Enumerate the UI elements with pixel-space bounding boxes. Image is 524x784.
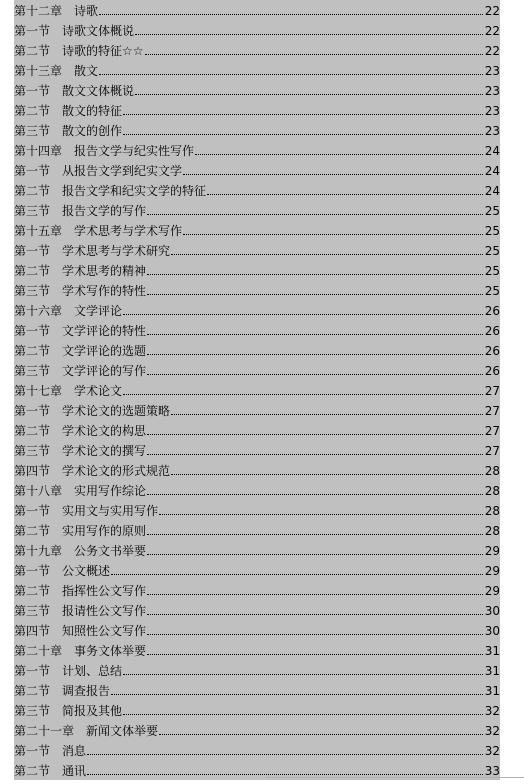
toc-entry-title: 第十二章 诗歌 [14,4,99,18]
toc-entry-page-number: 23 [484,84,500,98]
toc-dot-leader [147,614,483,615]
toc-entry-page-number: 27 [484,424,500,438]
toc-dot-leader [183,174,483,175]
toc-entry[interactable] [14,380,500,400]
toc-dot-leader [147,534,483,535]
toc-entry-title: 第一节 文学评论的特性 [14,324,147,338]
toc-entry[interactable] [14,60,500,80]
toc-dot-leader [123,394,483,395]
toc-entry-title: 第十七章 学术论文 [14,384,123,398]
toc-entry-title: 第三节 学术论文的撰写 [14,444,147,458]
toc-entry-title: 第一节 从报告文学到纪实文学 [14,164,183,178]
toc-dot-leader [123,114,483,115]
toc-entry-title: 第二节 学术论文的构思 [14,424,147,438]
toc-entry-title: 第二十一章 新闻文体举要 [14,724,159,738]
toc-dot-leader [171,254,483,255]
toc-entry-title: 第二节 指挥性公文写作 [14,584,147,598]
toc-entry[interactable] [14,340,500,360]
toc-entry-title: 第四节 学术论文的形式规范 [14,464,171,478]
toc-entry[interactable] [14,100,500,120]
toc-dot-leader [147,494,483,495]
toc-entry[interactable] [14,180,500,200]
toc-entry-title: 第二节 散文的特征 [14,104,123,118]
toc-entry-page-number: 25 [484,224,500,238]
toc-dot-leader [159,734,483,735]
toc-dot-leader [99,74,483,75]
toc-entry[interactable] [14,700,500,720]
toc-entry-title: 第三节 报告文学的写作 [14,204,147,218]
toc-entry-page-number: 25 [484,204,500,218]
toc-dot-leader [171,414,483,415]
toc-entry-page-number: 22 [484,4,500,18]
toc-entry-page-number: 28 [484,524,500,538]
toc-dot-leader [135,94,483,95]
toc-entry-page-number: 33 [484,764,500,778]
toc-dot-leader [147,294,483,295]
toc-entry[interactable] [14,120,500,140]
toc-entry-title: 第一节 公文概述 [14,564,111,578]
toc-entry-page-number: 32 [484,744,500,758]
toc-entry[interactable] [14,300,500,320]
toc-entry[interactable] [14,640,500,660]
toc-entry-page-number: 29 [484,564,500,578]
toc-entry-page-number: 26 [484,324,500,338]
toc-entry-page-number: 23 [484,104,500,118]
toc-dot-leader [123,714,483,715]
toc-entry[interactable] [14,200,500,220]
toc-entry-page-number: 27 [484,404,500,418]
toc-entry-page-number: 28 [484,464,500,478]
toc-entry-title: 第四节 知照性公文写作 [14,624,147,638]
toc-dot-leader [87,774,483,775]
toc-dot-leader [147,454,483,455]
toc-dot-leader [147,634,483,635]
toc-entry-title: 第一节 学术论文的选题策略 [14,404,171,418]
toc-entry[interactable] [14,480,500,500]
toc-entry[interactable] [14,240,500,260]
toc-entry-title: 第二十章 事务文体举要 [14,644,147,658]
toc-entry-page-number: 23 [484,64,500,78]
toc-entry-title: 第一节 实用文与实用写作 [14,504,159,518]
toc-dot-leader [147,334,483,335]
toc-entry-page-number: 30 [484,604,500,618]
table-of-contents [14,0,500,780]
toc-dot-leader [123,134,483,135]
toc-entry[interactable] [14,620,500,640]
toc-dot-leader [147,594,483,595]
toc-entry-page-number: 28 [484,504,500,518]
toc-entry-title: 第三节 散文的创作 [14,124,123,138]
toc-entry[interactable] [14,580,500,600]
toc-entry-title: 第十三章 散文 [14,64,99,78]
toc-entry-page-number: 26 [484,344,500,358]
toc-entry-page-number: 22 [484,44,500,58]
toc-entry[interactable] [14,600,500,620]
toc-entry-title: 第十五章 学术思考与学术写作 [14,224,183,238]
toc-entry-title: 第二节 调查报告 [14,684,111,698]
toc-entry-title: 第一节 诗歌文体概说 [14,24,135,38]
toc-entry[interactable] [14,220,500,240]
toc-dot-leader [147,374,483,375]
toc-entry-title: 第三节 学术写作的特性 [14,284,147,298]
toc-entry-title: 第二节 诗歌的特征☆☆ [14,44,144,58]
toc-entry-page-number: 25 [484,284,500,298]
toc-dot-leader [87,754,483,755]
toc-dot-leader [145,54,483,55]
toc-dot-leader [135,34,483,35]
toc-entry-title: 第二节 文学评论的选题 [14,344,147,358]
toc-entry-page-number: 30 [484,624,500,638]
toc-entry-page-number: 25 [484,264,500,278]
toc-dot-leader [147,554,483,555]
toc-entry[interactable] [14,160,500,180]
toc-dot-leader [159,514,483,515]
toc-entry[interactable] [14,440,500,460]
toc-entry-page-number: 22 [484,24,500,38]
toc-dot-leader [171,474,483,475]
toc-dot-leader [147,354,483,355]
toc-entry-title: 第一节 学术思考与学术研究 [14,244,171,258]
toc-entry-title: 第二节 报告文学和纪实文学的特征 [14,184,207,198]
toc-dot-leader [99,14,483,15]
toc-entry[interactable] [14,320,500,340]
toc-entry-page-number: 31 [484,644,500,658]
toc-entry-page-number: 29 [484,544,500,558]
toc-entry-title: 第二节 实用写作的原则 [14,524,147,538]
toc-entry-page-number: 31 [484,664,500,678]
toc-entry-title: 第一节 消息 [14,744,87,758]
toc-entry[interactable] [14,420,500,440]
toc-entry[interactable] [14,0,500,20]
toc-entry[interactable] [14,140,500,160]
toc-dot-leader [147,654,483,655]
toc-entry-page-number: 24 [484,144,500,158]
toc-entry-title: 第十八章 实用写作综论 [14,484,147,498]
toc-entry-page-number: 24 [484,164,500,178]
toc-entry[interactable] [14,360,500,380]
toc-dot-leader [111,574,483,575]
toc-entry-page-number: 27 [484,444,500,458]
toc-entry[interactable] [14,660,500,680]
toc-entry[interactable] [14,680,500,700]
toc-entry-page-number: 24 [484,184,500,198]
toc-entry[interactable] [14,80,500,100]
toc-entry-page-number: 28 [484,484,500,498]
toc-dot-leader [123,314,483,315]
toc-entry-title: 第一节 计划、总结 [14,664,123,678]
toc-entry-title: 第一节 散文文体概说 [14,84,135,98]
toc-entry-title: 第十四章 报告文学与纪实性写作 [14,144,195,158]
toc-entry[interactable] [14,40,500,60]
toc-entry-title: 第三节 报请性公文写作 [14,604,147,618]
toc-entry[interactable] [14,460,500,480]
toc-dot-leader [183,234,483,235]
toc-entry-title: 第二节 通讯 [14,764,87,778]
toc-entry[interactable] [14,260,500,280]
toc-dot-leader [147,214,483,215]
toc-entry-page-number: 31 [484,684,500,698]
toc-dot-leader [147,274,483,275]
toc-entry-title: 第十九章 公务文书举要 [14,544,147,558]
toc-entry[interactable] [14,280,500,300]
toc-entry-page-number: 29 [484,584,500,598]
toc-entry[interactable] [14,20,500,40]
page-bottom-rule [266,777,524,778]
toc-entry-page-number: 26 [484,304,500,318]
toc-entry-page-number: 32 [484,724,500,738]
toc-dot-leader [123,674,483,675]
toc-entry-page-number: 23 [484,124,500,138]
toc-dot-leader [207,194,483,195]
toc-entry[interactable] [14,500,500,520]
toc-entry-page-number: 27 [484,384,500,398]
toc-entry[interactable] [14,520,500,540]
toc-entry-title: 第二节 学术思考的精神 [14,264,147,278]
toc-dot-leader [111,694,483,695]
toc-entry-title: 第三节 简报及其他 [14,704,123,718]
toc-entry[interactable] [14,560,500,580]
toc-entry-title: 第三节 文学评论的写作 [14,364,147,378]
toc-dot-leader [195,154,483,155]
toc-entry-page-number: 25 [484,244,500,258]
toc-entry-title: 第十六章 文学评论 [14,304,123,318]
toc-entry[interactable] [14,720,500,740]
toc-entry[interactable] [14,740,500,760]
toc-entry-page-number: 32 [484,704,500,718]
toc-entry[interactable] [14,540,500,560]
toc-entry[interactable] [14,400,500,420]
toc-dot-leader [147,434,483,435]
toc-entry-page-number: 26 [484,364,500,378]
